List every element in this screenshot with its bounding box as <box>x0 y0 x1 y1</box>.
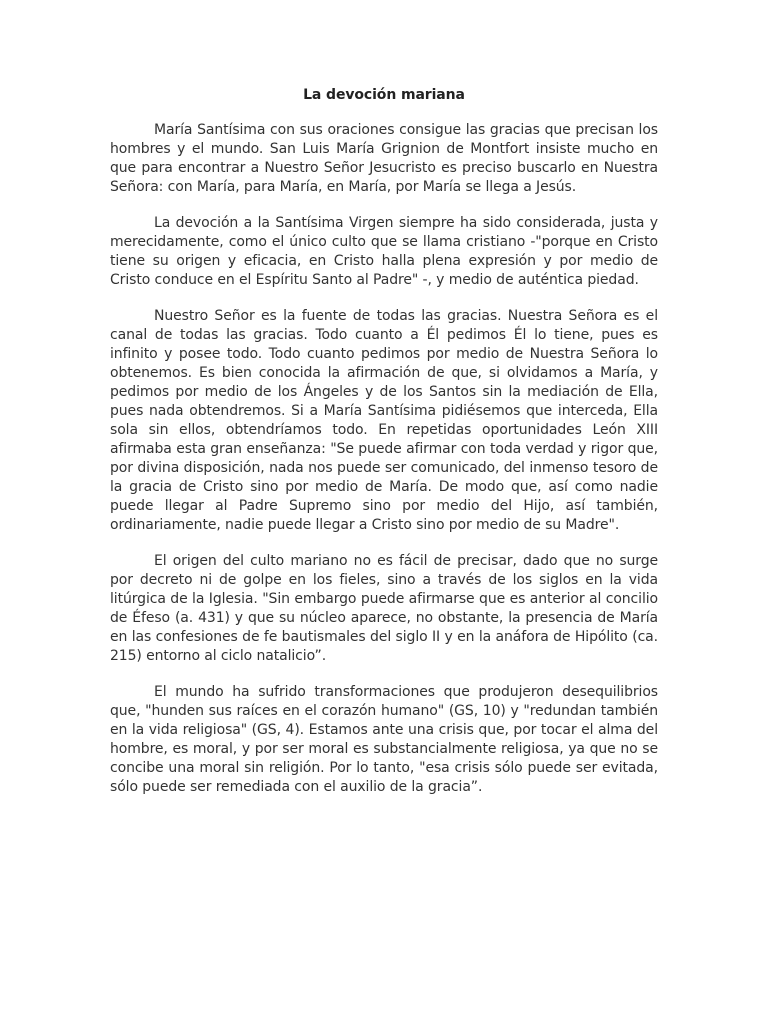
paragraph-4: El origen del culto mariano no es fácil de precisar, dado que no surge por decreto ni de golpe en los fieles, sino a través de los siglos en la vida litúrgica de la Iglesia. "Sin embargo puede afirmarse que es anterior al concilio de Éfeso (a. 431) y que su núcleo aparece, no obstante, la presencia de María en las confesiones de fe bautismales del siglo II y en la anáfora de Hipólito (ca. 215) entorno al ciclo natalicio”. <box>110 553 658 664</box>
paragraph-3: Nuestro Señor es la fuente de todas las gracias. Nuestra Señora es el canal de todas las gracias. Todo cuanto a Él pedimos Él lo tiene, pues es infinito y posee todo. Todo cuanto pedimos por medio de Nuestra Señora lo obtenemos. Es bien conocida la afirmación de que, si olvidamos a María, y pedimos por medio de los Ángeles y de los Santos sin la mediación de Ella, pues nada obtendremos. Si a María Santísima pidiésemos que interceda, Ella sola sin ellos, obtendríamos todo. En repetidas oportunidades León XIII afirmaba esta gran enseñanza: "Se puede afirmar con toda verdad y rigor que, por divina disposición, nada nos puede ser comunicado, del inmenso tesoro de la gracia de Cristo sino por medio de María. De modo que, así como nadie puede llegar al Padre Supremo sino por medio del Hijo, así también, ordinariamente, nadie puede llegar a Cristo sino por medio de su Madre". <box>110 308 658 533</box>
paragraph-2: La devoción a la Santísima Virgen siempre ha sido considerada, justa y merecidamente, como el único culto que se llama cristiano -"porque en Cristo tiene su origen y eficacia, en Cristo halla plena expresión y por medio de Cristo conduce en el Espíritu Santo al Padre" -, y medio de auténtica piedad. <box>110 215 658 288</box>
paragraph-1: María Santísima con sus oraciones consigue las gracias que precisan los hombres y el mundo. San Luis María Grignion de Montfort insiste mucho en que para encontrar a Nuestro Señor Jesucristo es preciso buscarlo en Nuestra Señora: con María, para María, en María, por María se llega a Jesús. <box>110 122 658 195</box>
document-body <box>110 86 658 814</box>
paragraph-5: El mundo ha sufrido transformaciones que produjeron desequilibrios que, "hunden sus raíces en el corazón humano" (GS, 10) y "redundan también en la vida religiosa" (GS, 4). Estamos ante una crisis que, por tocar el alma del hombre, es moral, y por ser moral es substancialmente religiosa, ya que no se concibe una moral sin religión. Por lo tanto, "esa crisis sólo puede ser evitada, sólo puede ser remediada con el auxilio de la gracia”. <box>110 684 658 795</box>
document-title: La devoción mariana <box>303 87 465 103</box>
